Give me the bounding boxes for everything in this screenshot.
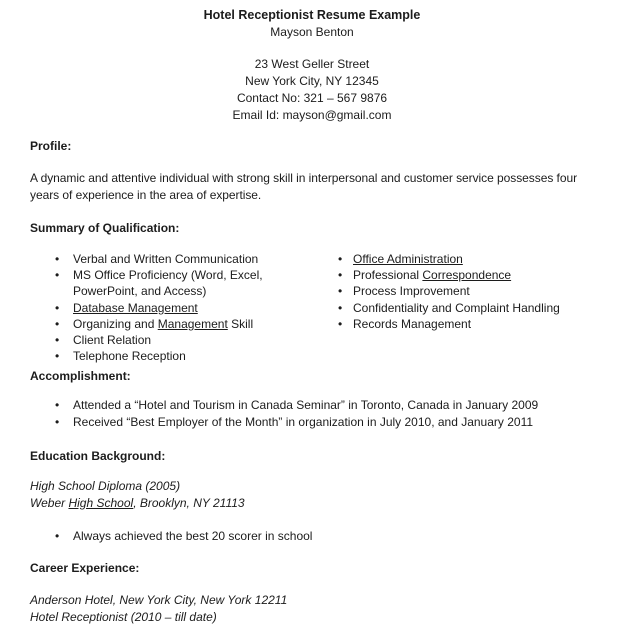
text-line bbox=[353, 283, 594, 299]
education-line bbox=[30, 495, 594, 512]
contact-line bbox=[30, 107, 594, 124]
bullet-icon: • bbox=[338, 316, 343, 331]
bullet-icon: • bbox=[55, 252, 60, 266]
text-segment: High School Diploma (2005) bbox=[30, 478, 181, 493]
text-line bbox=[73, 300, 310, 316]
career-lines bbox=[30, 592, 594, 626]
contact-line bbox=[30, 90, 594, 107]
text-line bbox=[73, 528, 594, 544]
section-heading-profile: Profile: bbox=[30, 139, 72, 153]
qualifications-left-list bbox=[30, 251, 310, 364]
section-heading-accomplishment: Accomplishment: bbox=[30, 369, 131, 384]
bullet-icon: • bbox=[55, 528, 60, 543]
qualification-item bbox=[338, 283, 594, 299]
text-line bbox=[73, 397, 594, 413]
text-line bbox=[73, 316, 310, 332]
qualification-item bbox=[338, 300, 594, 316]
section-heading-career: Career Experience: bbox=[30, 561, 140, 576]
profile-text: A dynamic and attentive individual with strong skill in interpersonal and customer service possesses four years of experience in the area of expertise. bbox=[30, 171, 578, 202]
bullet-icon: • bbox=[55, 316, 60, 331]
qualification-item bbox=[338, 251, 594, 267]
text-line bbox=[73, 348, 310, 364]
underlined-text: Correspondence bbox=[422, 268, 512, 283]
qualification-item bbox=[338, 316, 594, 332]
underlined-text: Management bbox=[157, 316, 228, 331]
resume-title: Hotel Receptionist Resume Example bbox=[203, 8, 421, 22]
text-segment: Records Management bbox=[353, 316, 472, 331]
bullet-icon: • bbox=[55, 268, 60, 283]
bullet-icon: • bbox=[338, 284, 343, 299]
text-segment: Attended a “Hotel and Tourism in Canada Seminar” in Toronto, Canada in January 2009 bbox=[73, 398, 539, 413]
qualification-item bbox=[30, 267, 310, 299]
text-line bbox=[73, 332, 310, 348]
text-line bbox=[233, 108, 392, 122]
underlined-text: Office Administration bbox=[353, 252, 463, 266]
text-segment: 23 West Geller Street bbox=[254, 57, 370, 71]
text-segment: Telephone Reception bbox=[73, 349, 186, 364]
text-segment: Email Id: mayson@gmail.com bbox=[232, 108, 392, 122]
text-segment: Contact No: 321 – 567 9876 bbox=[236, 91, 388, 105]
candidate-name: Mayson Benton bbox=[270, 25, 354, 39]
section-heading-qualifications: Summary of Qualification: bbox=[30, 221, 180, 235]
text-line bbox=[73, 414, 594, 430]
bullet-icon: • bbox=[55, 398, 60, 413]
qualifications-right-list bbox=[338, 251, 594, 364]
bullet-icon: • bbox=[55, 300, 60, 315]
qualification-item bbox=[30, 300, 310, 316]
contact-line bbox=[30, 73, 594, 90]
qualification-item bbox=[30, 251, 310, 267]
text-segment: Professional bbox=[353, 268, 423, 283]
bullet-icon: • bbox=[338, 300, 343, 315]
text-segment: Verbal and Written Communication bbox=[73, 252, 259, 266]
underlined-text: High School bbox=[68, 495, 134, 510]
qualifications-columns bbox=[30, 251, 594, 364]
text-line bbox=[237, 91, 387, 105]
career-line bbox=[30, 609, 594, 626]
text-segment: MS Office Proficiency (Word, Excel, PowerPoint, and Access) bbox=[73, 268, 263, 299]
qualification-item bbox=[338, 267, 594, 283]
text-segment: Always achieved the best 20 scorer in school bbox=[73, 528, 313, 543]
text-segment: New York City, NY 12345 bbox=[245, 74, 379, 88]
career-line bbox=[30, 592, 594, 609]
text-line bbox=[255, 57, 370, 71]
bullet-icon: • bbox=[338, 252, 343, 266]
text-segment: Organizing and bbox=[73, 316, 158, 331]
accomplishment-item bbox=[30, 414, 594, 430]
text-segment: Anderson Hotel, New York City, New York 12211 bbox=[30, 593, 288, 608]
education-item bbox=[30, 528, 594, 544]
qualification-item bbox=[30, 332, 310, 348]
text-line bbox=[73, 267, 310, 299]
text-segment: Weber bbox=[30, 495, 69, 510]
education-list bbox=[30, 528, 594, 544]
text-segment: Client Relation bbox=[73, 333, 152, 348]
text-line bbox=[353, 267, 594, 283]
text-line bbox=[30, 479, 180, 493]
text-line bbox=[245, 74, 379, 88]
bullet-icon: • bbox=[55, 414, 60, 429]
qualification-item bbox=[30, 348, 310, 364]
text-segment: Process Improvement bbox=[353, 284, 470, 299]
text-line bbox=[353, 300, 594, 316]
bullet-icon: • bbox=[55, 349, 60, 364]
text-line bbox=[353, 316, 594, 332]
qualification-item bbox=[30, 316, 310, 332]
underlined-text: Database Management bbox=[73, 300, 198, 315]
text-line bbox=[73, 251, 310, 267]
contact-line bbox=[30, 56, 594, 73]
text-line bbox=[30, 593, 287, 607]
bullet-icon: • bbox=[55, 333, 60, 348]
education-line bbox=[30, 478, 594, 495]
contact-block bbox=[30, 56, 594, 124]
education-lines bbox=[30, 478, 594, 512]
text-segment: Confidentiality and Complaint Handling bbox=[353, 300, 560, 315]
bullet-icon: • bbox=[338, 268, 343, 283]
section-heading-education: Education Background: bbox=[30, 448, 166, 463]
text-line bbox=[353, 251, 594, 267]
text-segment: Skill bbox=[227, 316, 254, 331]
text-segment: Hotel Receptionist (2010 – till date) bbox=[30, 610, 217, 625]
resume-header bbox=[30, 7, 594, 124]
text-segment: , Brooklyn, NY 21113 bbox=[133, 495, 245, 510]
accomplishment-list bbox=[30, 397, 594, 429]
text-line bbox=[30, 610, 217, 624]
text-segment: Received “Best Employer of the Month” in organization in July 2010, and January 2011 bbox=[73, 414, 534, 429]
text-line bbox=[30, 496, 245, 510]
accomplishment-item bbox=[30, 397, 594, 413]
